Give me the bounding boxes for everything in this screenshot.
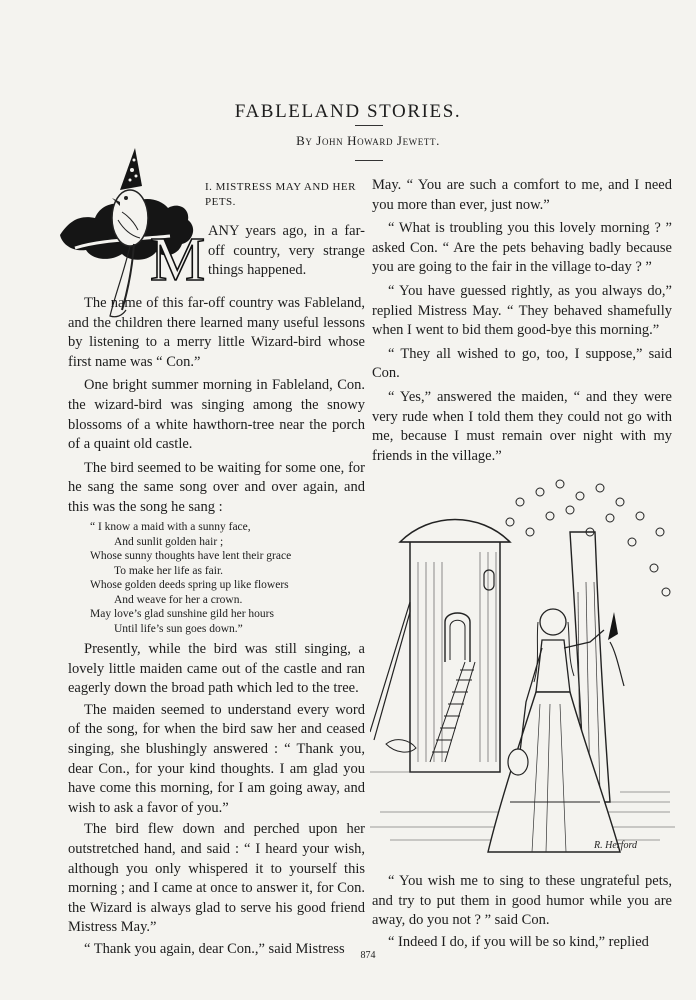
byline: By John Howard Jewett. bbox=[296, 133, 440, 148]
paragraph: “ Yes,” answered the maiden, “ and they were very rude when I told them they could not go with me, because I must remain over night with my friends in the village.” bbox=[372, 388, 672, 464]
maiden-castle-illustration bbox=[370, 472, 675, 862]
paragraph: The bird seemed to be waiting for some one, for he sang the same song over and over again, and this was the song he sang : bbox=[68, 459, 365, 515]
paragraph: “ What is troubling you this lovely morning ? ” asked Con. “ Are the pets behaving badly because you are going to the fair in the village to-day ? ” bbox=[372, 220, 672, 276]
paragraph: Presently, while the bird was still singing, a lovely little maiden came out of the castle and ran eagerly down the broad path which led to the tree. bbox=[68, 641, 365, 697]
verse-line: “ I know a maid with a sunny face, bbox=[90, 521, 251, 533]
paragraph: “ Indeed I do, if you will be so kind,” replied bbox=[388, 933, 649, 950]
page-number: 874 bbox=[360, 950, 376, 961]
paragraph: One bright summer morning in Fableland, Con. the wizard-bird was singing among the snowy blossoms of a white hawthorn-tree near the porch of a quaint old castle. bbox=[68, 377, 365, 453]
paragraph: May. “ You are such a comfort to me, and I need you more than ever, just now.” bbox=[372, 177, 672, 213]
chapter-heading: I. MISTRESS MAY AND HER PETS. bbox=[205, 181, 356, 208]
right-column-upper bbox=[372, 176, 672, 466]
song-verse bbox=[90, 520, 360, 636]
left-column-lower bbox=[68, 640, 365, 960]
verse-line: Whose golden deeds spring up like flowers bbox=[90, 579, 289, 591]
paragraph: The maiden seemed to understand every word of the song, for when the bird saw her and ceased singing, she blushingly answered : “ Thank you, dear Con., for your kind thoughts. I am glad you have come this morning, for I am going away, and wish to ask a favor of you.” bbox=[68, 701, 365, 816]
page-title: FABLELAND STORIES. bbox=[234, 100, 462, 122]
title-rule bbox=[355, 125, 383, 126]
verse-line: Whose sunny thoughts have lent their grace bbox=[90, 550, 292, 562]
verse-line: May love’s glad sunshine gild her hours bbox=[90, 608, 274, 620]
dropcap-letter: M bbox=[150, 226, 206, 294]
byline-rule bbox=[355, 160, 383, 161]
paragraph: The name of this far-off country was Fableland, and the children there learned many useful lessons by listening to a merry little Wizard-bird whose first name was “ Con.” bbox=[68, 295, 365, 370]
paragraph: “ Thank you again, dear Con.,” said Mistress bbox=[84, 940, 345, 957]
verse-line: Until life’s sun goes down.” bbox=[114, 622, 243, 635]
verse-line: To make her life as fair. bbox=[114, 564, 224, 577]
paragraph: “ You have guessed rightly, as you always do,” replied Mistress May. “ They behaved shamefully when I went to bid them good-bye this morning.” bbox=[372, 282, 672, 339]
verse-line: And sunlit golden hair ; bbox=[114, 535, 224, 548]
right-column-lower bbox=[372, 872, 672, 952]
dropcap-paragraph: ANY years ago, in a far-off country, very strange things happened. bbox=[208, 223, 365, 279]
illustration-signature: R. Herford bbox=[594, 840, 637, 851]
verse-line: And weave for her a crown. bbox=[114, 593, 243, 606]
paragraph: “ You wish me to sing to these ungrateful pets, and try to put them in good humor while you are away, do you not ? ” said Con. bbox=[372, 873, 672, 929]
paragraph: “ They all wished to go, too, I suppose,” said Con. bbox=[372, 345, 672, 382]
left-column-upper bbox=[68, 294, 365, 518]
paragraph: The bird flew down and perched upon her outstretched hand, and said : “ I heard your wish, although you only whispered it to yourself this morning ; and I came at once to answer it, for Con. the Wizard is always glad to serve his good friend Mistress May.” bbox=[68, 821, 365, 936]
